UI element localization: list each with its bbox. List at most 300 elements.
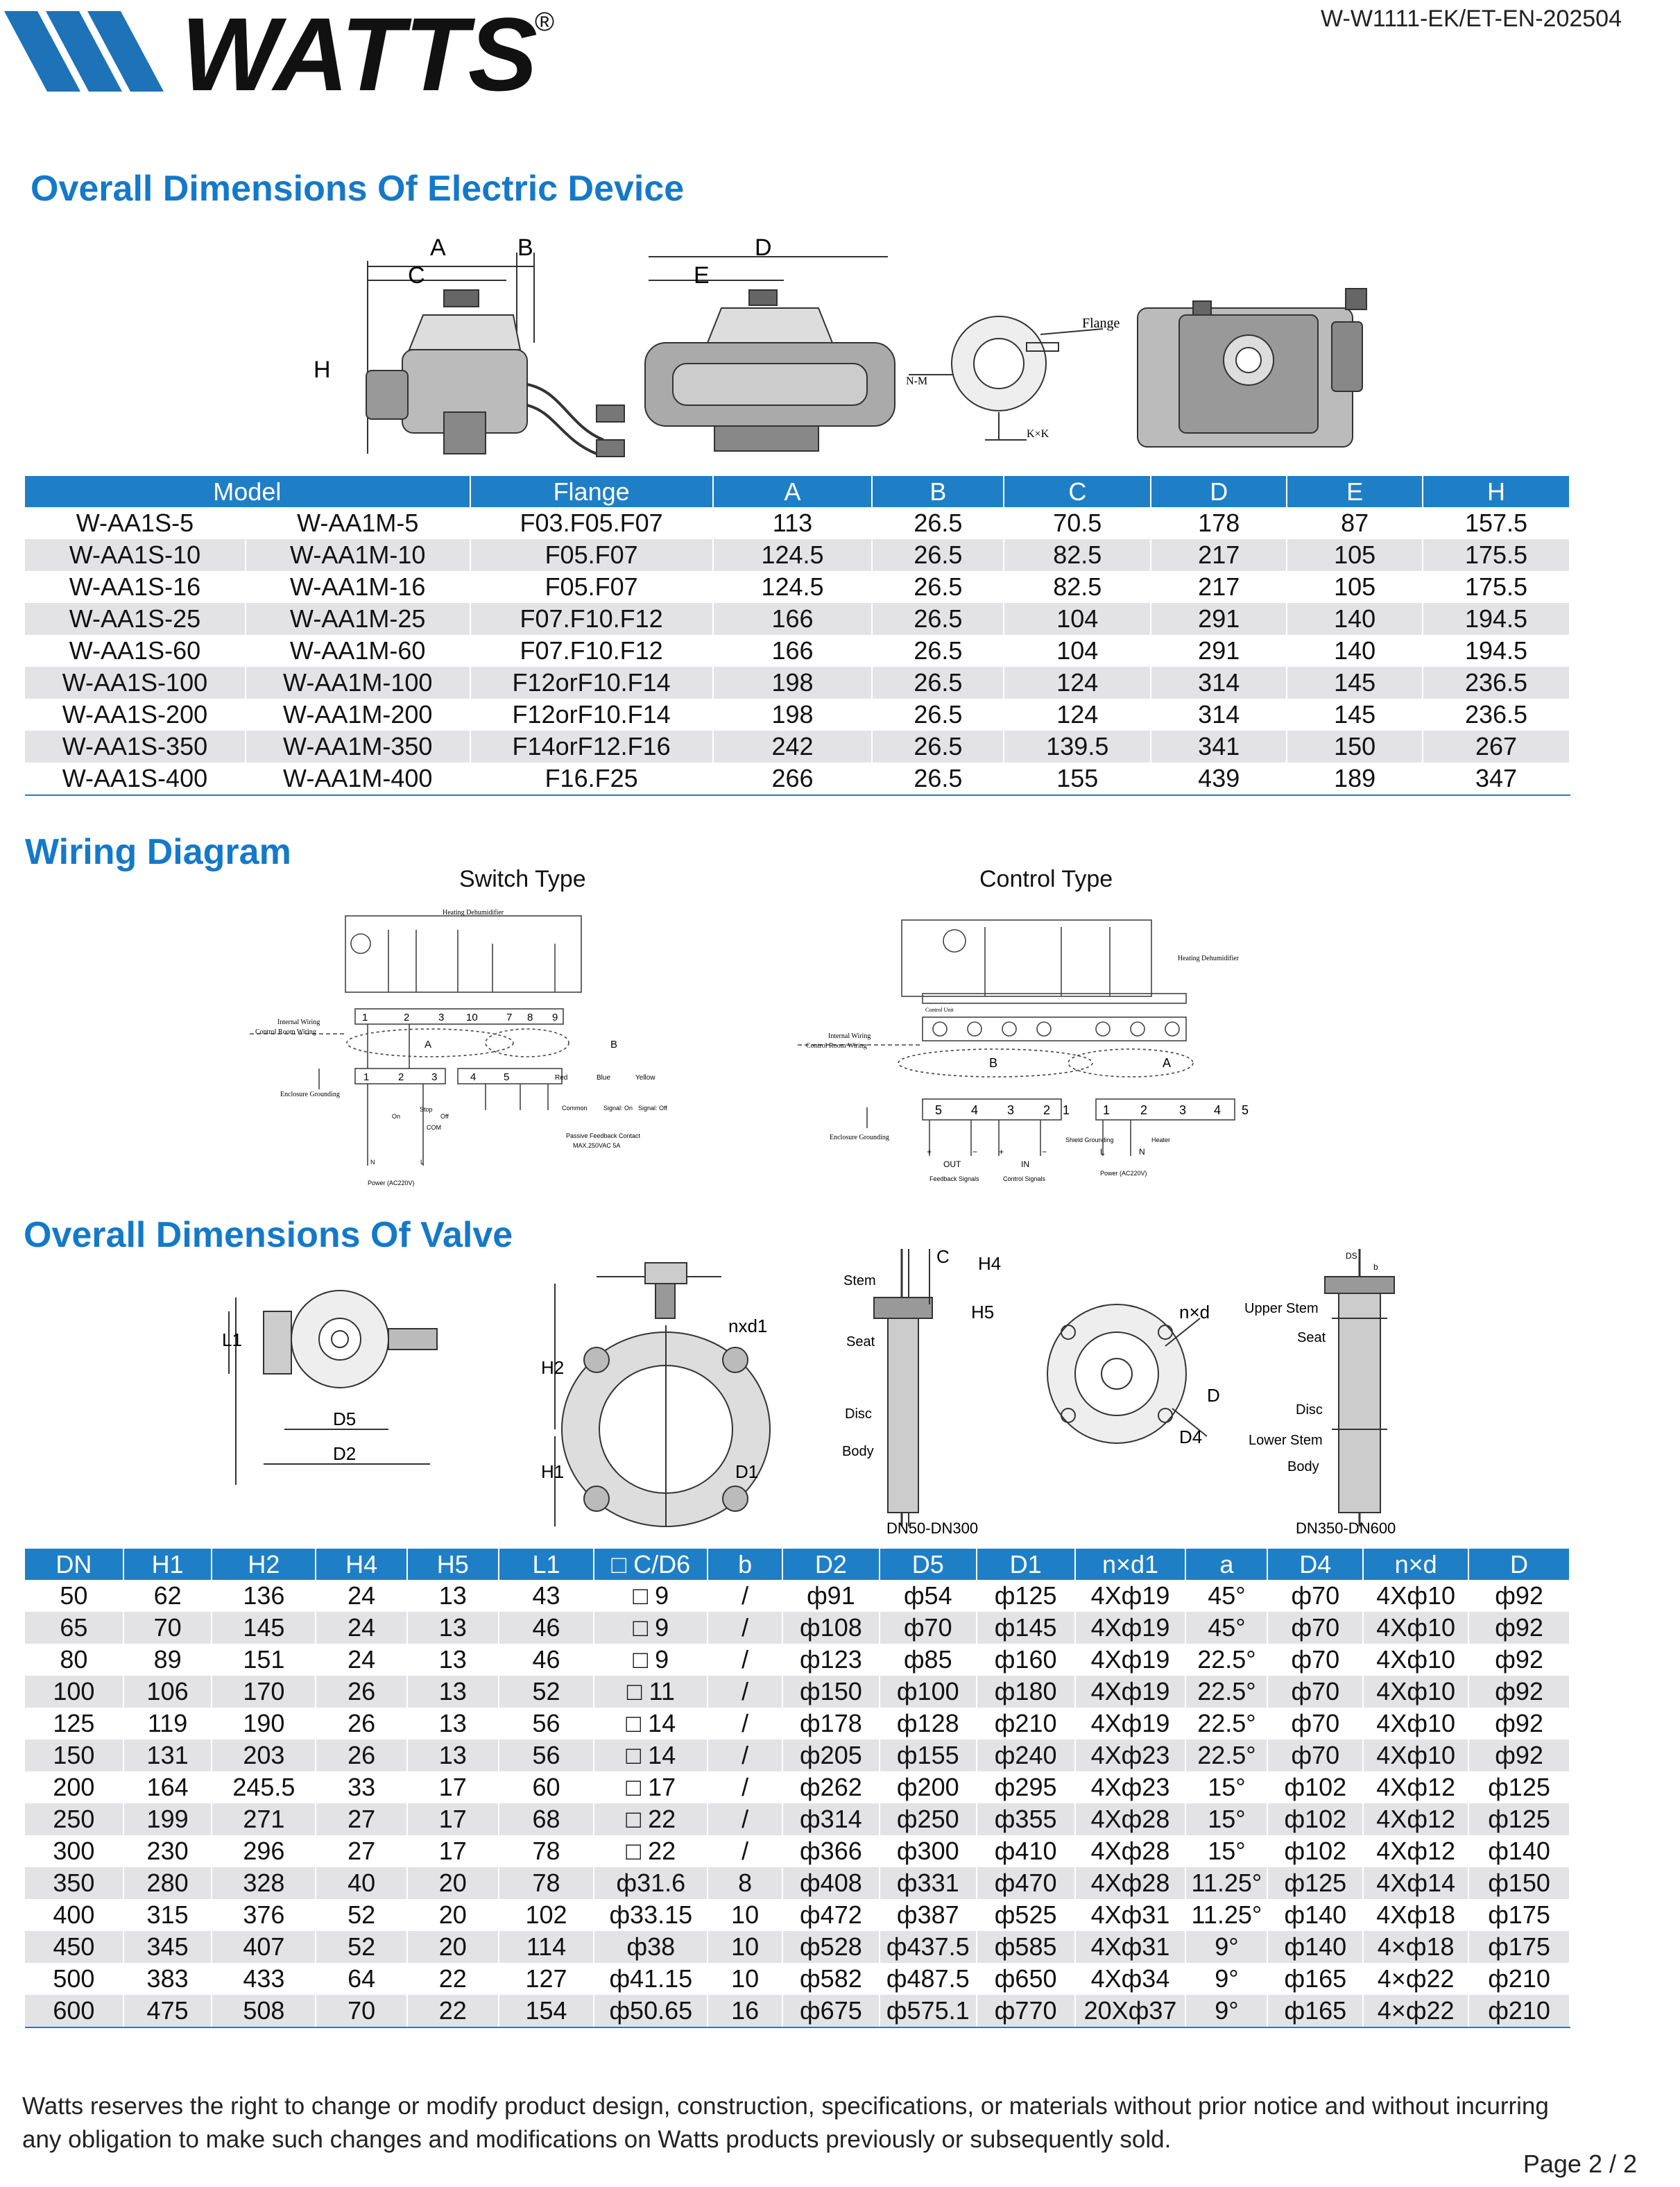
valve-header-cell: D5 [880,1549,977,1580]
table-cell: ф487.5 [880,1963,977,1995]
table-cell: 4Xф31 [1075,1931,1186,1963]
table-cell: 45° [1185,1612,1267,1644]
valve-stem: Stem [843,1273,876,1288]
table-cell: 4Xф10 [1363,1739,1468,1771]
sw-bot-t2: 2 [398,1071,404,1083]
table-cell: ф140 [1267,1931,1363,1963]
table-cell: 4Xф19 [1075,1580,1186,1612]
table-row [25,1708,1570,1739]
table-cell: 52 [316,1899,407,1931]
table-cell: ф175 [1468,1899,1570,1931]
valve-dimensions-table [25,1549,1570,2028]
table-cell: 433 [212,1963,316,1995]
table-cell: W-AA1S-16 [25,571,246,603]
table-header-row [25,476,1570,507]
table-cell: ф92 [1468,1580,1570,1612]
table-cell: ф650 [977,1963,1075,1995]
table-cell: □ 14 [594,1739,708,1771]
valve-l1: L1 [222,1329,242,1350]
table-cell: 89 [123,1644,212,1676]
table-cell: ф525 [977,1899,1075,1931]
table-cell: 4Xф34 [1075,1963,1186,1995]
registered-mark: ® [535,8,554,37]
table-cell: 341 [1151,731,1287,763]
table-cell: W-AA1M-60 [246,635,470,667]
ctrl-shield: Shield Grounding [1065,1137,1114,1143]
header-e: E [1287,476,1423,507]
table-cell: 124.5 [713,571,873,603]
table-cell: 175.5 [1423,539,1570,571]
table-cell: 267 [1423,731,1570,763]
table-cell: ф210 [1468,1995,1570,2027]
table-cell: ф295 [977,1771,1075,1803]
table-cell: ф470 [977,1867,1075,1899]
table-cell: W-AA1S-400 [25,763,246,795]
valve-header-cell: H1 [123,1549,212,1580]
table-cell: 22.5° [1185,1708,1267,1739]
table-cell: 46 [499,1644,594,1676]
table-cell: ф102 [1267,1803,1363,1835]
table-cell: 33 [316,1771,407,1803]
table-cell: ф150 [1468,1867,1570,1899]
section-title-wiring: Wiring Diagram [25,832,291,872]
table-cell: 26 [316,1708,407,1739]
table-cell: ф125 [1468,1803,1570,1835]
table-cell: 217 [1151,571,1287,603]
table-cell: 70 [123,1612,212,1644]
ctrl-out: OUT [943,1159,961,1169]
table-cell: 4Xф14 [1363,1867,1468,1899]
table-cell: 242 [713,731,873,763]
table-cell: 9° [1185,1963,1267,1995]
table-cell: ф70 [1267,1739,1363,1771]
table-cell: ф92 [1468,1739,1570,1771]
table-cell: ф70 [880,1612,977,1644]
table-cell: 11.25° [1185,1899,1267,1931]
table-cell: 170 [212,1676,316,1708]
table-cell: 145 [1287,699,1423,731]
table-cell: 124 [1004,699,1151,731]
valve-dn-large: DN350-DN600 [1296,1520,1396,1537]
valve-header-cell: D1 [977,1549,1075,1580]
table-cell: ф70 [1267,1580,1363,1612]
valve-body-large: Body [1287,1459,1319,1474]
valve-header-cell: D2 [782,1549,880,1580]
table-cell: 15° [1185,1771,1267,1803]
table-cell: / [708,1676,782,1708]
table-cell: 13 [407,1612,499,1644]
table-cell: F16.F25 [470,763,713,795]
dim-label-a: A [430,235,446,261]
table-cell: ф38 [594,1931,708,1963]
table-cell: 150 [25,1739,123,1771]
table-cell: ф140 [1468,1835,1570,1867]
valve-header-cell: b [708,1549,782,1580]
ctrl-unit-label: Control Unit [925,1007,954,1013]
table-cell: 145 [212,1612,316,1644]
table-cell: 13 [407,1739,499,1771]
valve-d1: D1 [735,1461,759,1482]
ctrl-control-signals: Control Signals [1003,1175,1046,1182]
table-cell: 4Xф28 [1075,1835,1186,1867]
table-row [25,1676,1570,1708]
ctrl-plus-2: + [999,1147,1004,1157]
table-cell: 155 [1004,763,1151,795]
table-cell: 24 [316,1612,407,1644]
header-h: H [1423,476,1570,507]
table-cell: 124 [1004,667,1151,699]
table-cell: ф314 [782,1803,880,1835]
table-row [25,731,1570,763]
sw-color-red: Red [555,1074,568,1082]
table-cell: 56 [499,1739,594,1771]
table-cell: 62 [123,1580,212,1612]
table-cell: ф100 [880,1676,977,1708]
table-cell: ф408 [782,1867,880,1899]
table-cell: 113 [713,507,873,539]
table-cell: 200 [25,1771,123,1803]
valve-nxd: n×d [1179,1302,1210,1322]
ctrl-plus-1: + [927,1147,932,1157]
control-wiring-diagram [798,906,1283,1191]
table-cell: W-AA1M-16 [246,571,470,603]
sw-top-t10: 10 [466,1012,478,1023]
table-cell: 80 [25,1644,123,1676]
switch-internal-label: Internal Wiring [277,1019,320,1026]
valve-drawing [208,1235,1457,1540]
valve-d: D [1207,1385,1220,1406]
section-title-electric: Overall Dimensions Of Electric Device [31,169,685,209]
table-cell: 26 [316,1739,407,1771]
table-cell: 26.5 [872,539,1004,571]
table-cell: 4Xф31 [1075,1899,1186,1931]
table-cell: 70.5 [1004,507,1151,539]
valve-header-cell: n×d [1363,1549,1468,1580]
table-cell: 315 [123,1899,212,1931]
table-cell: 22.5° [1185,1644,1267,1676]
table-cell: 22.5° [1185,1676,1267,1708]
table-cell: ф91 [782,1580,880,1612]
table-cell: 78 [499,1835,594,1867]
table-cell: ф180 [977,1676,1075,1708]
sw-group-a: A [425,1039,432,1050]
table-cell: 350 [25,1867,123,1899]
table-cell: 40 [316,1867,407,1899]
table-cell: 65 [25,1612,123,1644]
control-type-title: Control Type [979,866,1113,892]
table-cell: 4Xф23 [1075,1739,1186,1771]
table-cell: 22 [407,1963,499,1995]
table-cell: 400 [25,1899,123,1931]
dim-label-b: B [517,235,533,261]
table-cell: / [708,1739,782,1771]
table-cell: ф31.6 [594,1867,708,1899]
table-cell: 4Xф10 [1363,1644,1468,1676]
header-model: Model [25,476,470,507]
actuator-dimensions-table [25,476,1570,796]
table-cell: 157.5 [1423,507,1570,539]
ctrl-power: Power (AC220V) [1100,1170,1147,1177]
table-cell: 136 [212,1580,316,1612]
table-cell: 20 [407,1899,499,1931]
table-cell: ф165 [1267,1995,1363,2027]
table-row [25,667,1570,699]
ctrl-control-room-label: Control Room Wiring [806,1042,867,1050]
nm-label: N-M [906,375,928,387]
table-cell: ф102 [1267,1771,1363,1803]
table-cell: ф250 [880,1803,977,1835]
table-row [25,1803,1570,1835]
table-cell: 13 [407,1580,499,1612]
table-cell: 190 [212,1708,316,1739]
table-cell: □ 22 [594,1835,708,1867]
table-cell: W-AA1M-100 [246,667,470,699]
table-cell: 140 [1287,635,1423,667]
table-cell: 124.5 [713,539,873,571]
table-cell: / [708,1835,782,1867]
ctrl-b-t3: 3 [1007,1103,1015,1117]
table-cell: 236.5 [1423,699,1570,731]
table-cell: □ 9 [594,1644,708,1676]
table-cell: ф205 [782,1739,880,1771]
sw-top-t9: 9 [552,1012,558,1023]
table-cell: 198 [713,667,873,699]
dim-label-d: D [755,235,772,261]
table-cell: ф155 [880,1739,977,1771]
table-cell: 26.5 [872,507,1004,539]
table-cell: 475 [123,1995,212,2027]
ctrl-heating-label: Heating Dehumidifier [1178,955,1240,962]
table-cell: ф472 [782,1899,880,1931]
table-cell: 45° [1185,1580,1267,1612]
table-cell: 164 [123,1771,212,1803]
table-cell: F14orF12.F16 [470,731,713,763]
table-cell: 600 [25,1995,123,2027]
table-cell: 16 [708,1995,782,2027]
table-cell: 328 [212,1867,316,1899]
table-cell: 4Xф18 [1363,1899,1468,1931]
table-cell: 50 [25,1580,123,1612]
table-cell: 105 [1287,571,1423,603]
table-cell: W-AA1M-5 [246,507,470,539]
section-title-valve: Overall Dimensions Of Valve [24,1215,513,1255]
table-cell: 100 [25,1676,123,1708]
sw-com: COM [427,1124,441,1131]
sw-bot-t5: 5 [504,1071,510,1083]
table-cell: / [708,1803,782,1835]
table-cell: 194.5 [1423,603,1570,635]
table-cell: W-AA1M-350 [246,731,470,763]
table-cell: ф123 [782,1644,880,1676]
table-cell: ф355 [977,1803,1075,1835]
table-cell: F12orF10.F14 [470,699,713,731]
table-cell: F12orF10.F14 [470,667,713,699]
table-cell: ф165 [1267,1963,1363,1995]
table-cell: 13 [407,1644,499,1676]
valve-header-cell: a [1185,1549,1267,1580]
ctrl-b-t5: 5 [935,1103,943,1117]
table-cell: ф140 [1267,1899,1363,1931]
table-cell: F07.F10.F12 [470,635,713,667]
table-cell: 189 [1287,763,1423,795]
table-cell: 500 [25,1963,123,1995]
table-cell: ф145 [977,1612,1075,1644]
table-cell: 151 [212,1644,316,1676]
table-row [25,635,1570,667]
flange-label: Flange [1082,316,1120,331]
switch-type-title: Switch Type [459,866,586,892]
table-cell: 199 [123,1803,212,1835]
table-cell: W-AA1S-5 [25,507,246,539]
sw-color-blue: Blue [597,1074,611,1082]
valve-disc: Disc [845,1406,872,1422]
table-cell: 26.5 [872,763,1004,795]
table-cell: 27 [316,1835,407,1867]
table-row [25,539,1570,571]
valve-d2: D2 [333,1443,357,1464]
table-cell: 4×ф22 [1363,1963,1468,1995]
header-c: C [1004,476,1151,507]
table-cell: 314 [1151,667,1287,699]
table-row [25,1867,1570,1899]
ctrl-l: L [1100,1147,1105,1157]
header-flange: Flange [470,476,713,507]
table-cell: 4Xф12 [1363,1835,1468,1867]
table-cell: ф410 [977,1835,1075,1867]
table-cell: ф125 [1267,1867,1363,1899]
valve-d5: D5 [333,1409,357,1429]
table-row [25,763,1570,795]
table-cell: 4×ф18 [1363,1931,1468,1963]
sw-color-yellow: Yellow [635,1074,655,1082]
valve-header-row [25,1549,1570,1580]
table-cell: ф50.65 [594,1995,708,2027]
ctrl-group-a: A [1163,1056,1172,1070]
ctrl-a-t5: 5 [1242,1103,1249,1117]
valve-header-cell: D4 [1267,1549,1363,1580]
sw-n: N [370,1159,375,1166]
ctrl-in: IN [1021,1159,1029,1169]
table-cell: F03.F05.F07 [470,507,713,539]
valve-seat-large: Seat [1297,1330,1326,1345]
valve-h4: H4 [978,1253,1002,1274]
table-cell: 24 [316,1644,407,1676]
switch-wiring-diagram [250,902,680,1193]
table-cell: 82.5 [1004,539,1151,571]
header-b: B [872,476,1004,507]
table-cell: ф125 [1468,1771,1570,1803]
table-cell: 87 [1287,507,1423,539]
table-row [25,1899,1570,1931]
table-cell: 166 [713,603,873,635]
table-cell: □ 17 [594,1771,708,1803]
ctrl-n: N [1139,1147,1145,1157]
ctrl-a-t4: 4 [1214,1103,1222,1117]
table-cell: ф585 [977,1931,1075,1963]
table-cell: 52 [316,1931,407,1963]
valve-seat: Seat [846,1334,875,1350]
table-cell: 236.5 [1423,667,1570,699]
valve-disc-large: Disc [1296,1402,1323,1418]
table-cell: 131 [123,1739,212,1771]
table-cell: 217 [1151,539,1287,571]
table-cell: F05.F07 [470,539,713,571]
table-cell: 291 [1151,603,1287,635]
table-cell: 166 [713,635,873,667]
table-cell: 194.5 [1423,635,1570,667]
disclaimer: Watts reserves the right to change or modify product design, construction, specifications, or materials without prior notice and without incurring any obligation to make such changes and modifications on Watts products previously or subsequently sold. [22,2093,1549,2153]
table-cell: 104 [1004,635,1151,667]
table-cell: 26.5 [872,731,1004,763]
table-cell: ф582 [782,1963,880,1995]
table-cell: 24 [316,1580,407,1612]
table-cell: / [708,1708,782,1739]
valve-h5: H5 [971,1302,995,1322]
valve-dn-small: DN50-DN300 [886,1520,979,1537]
table-cell: 4Xф19 [1075,1676,1186,1708]
table-cell: W-AA1S-350 [25,731,246,763]
table-cell: 102 [499,1899,594,1931]
table-cell: 139.5 [1004,731,1151,763]
sw-top-t3: 3 [438,1012,445,1023]
table-cell: ф528 [782,1931,880,1963]
table-row [25,1771,1570,1803]
sw-sig-on: Signal: On [603,1105,633,1112]
table-cell: 266 [713,763,873,795]
table-cell: ф85 [880,1644,977,1676]
table-cell: 68 [499,1803,594,1835]
valve-header-cell: n×d1 [1075,1549,1186,1580]
table-cell: 140 [1287,603,1423,635]
switch-heating-label: Heating Dehumidifier [443,909,504,917]
table-cell: ф387 [880,1899,977,1931]
table-cell: 508 [212,1995,316,2027]
valve-h2: H2 [541,1357,565,1378]
table-cell: 280 [123,1867,212,1899]
table-cell: 26 [316,1676,407,1708]
valve-nxd1: nxd1 [728,1316,768,1336]
table-cell: ф102 [1267,1835,1363,1867]
table-cell: / [708,1580,782,1612]
table-cell: 178 [1151,507,1287,539]
table-cell: 4Xф10 [1363,1580,1468,1612]
table-cell: ф200 [880,1771,977,1803]
ctrl-a-t3: 3 [1179,1103,1187,1117]
table-cell: 300 [25,1835,123,1867]
ctrl-internal-label: Internal Wiring [828,1032,871,1040]
table-cell: 345 [123,1931,212,1963]
actuator-drawing [305,232,1387,468]
sw-top-t8: 8 [527,1012,533,1023]
sw-power: Power (AC220V) [368,1180,415,1186]
page-number: Page 2 / 2 [1523,2150,1637,2178]
valve-header-cell: □ C/D6 [594,1549,708,1580]
header-d: D [1151,476,1287,507]
table-cell: 17 [407,1771,499,1803]
table-cell: 150 [1287,731,1423,763]
table-cell: W-AA1S-100 [25,667,246,699]
header-a: A [713,476,873,507]
table-cell: 13 [407,1676,499,1708]
table-cell: 26.5 [872,603,1004,635]
table-cell: ф92 [1468,1612,1570,1644]
valve-header-cell: L1 [499,1549,594,1580]
table-cell: 4Xф28 [1075,1867,1186,1899]
table-cell: ф331 [880,1867,977,1899]
table-cell: ф675 [782,1995,880,2027]
table-cell: 104 [1004,603,1151,635]
table-cell: 70 [316,1995,407,2027]
